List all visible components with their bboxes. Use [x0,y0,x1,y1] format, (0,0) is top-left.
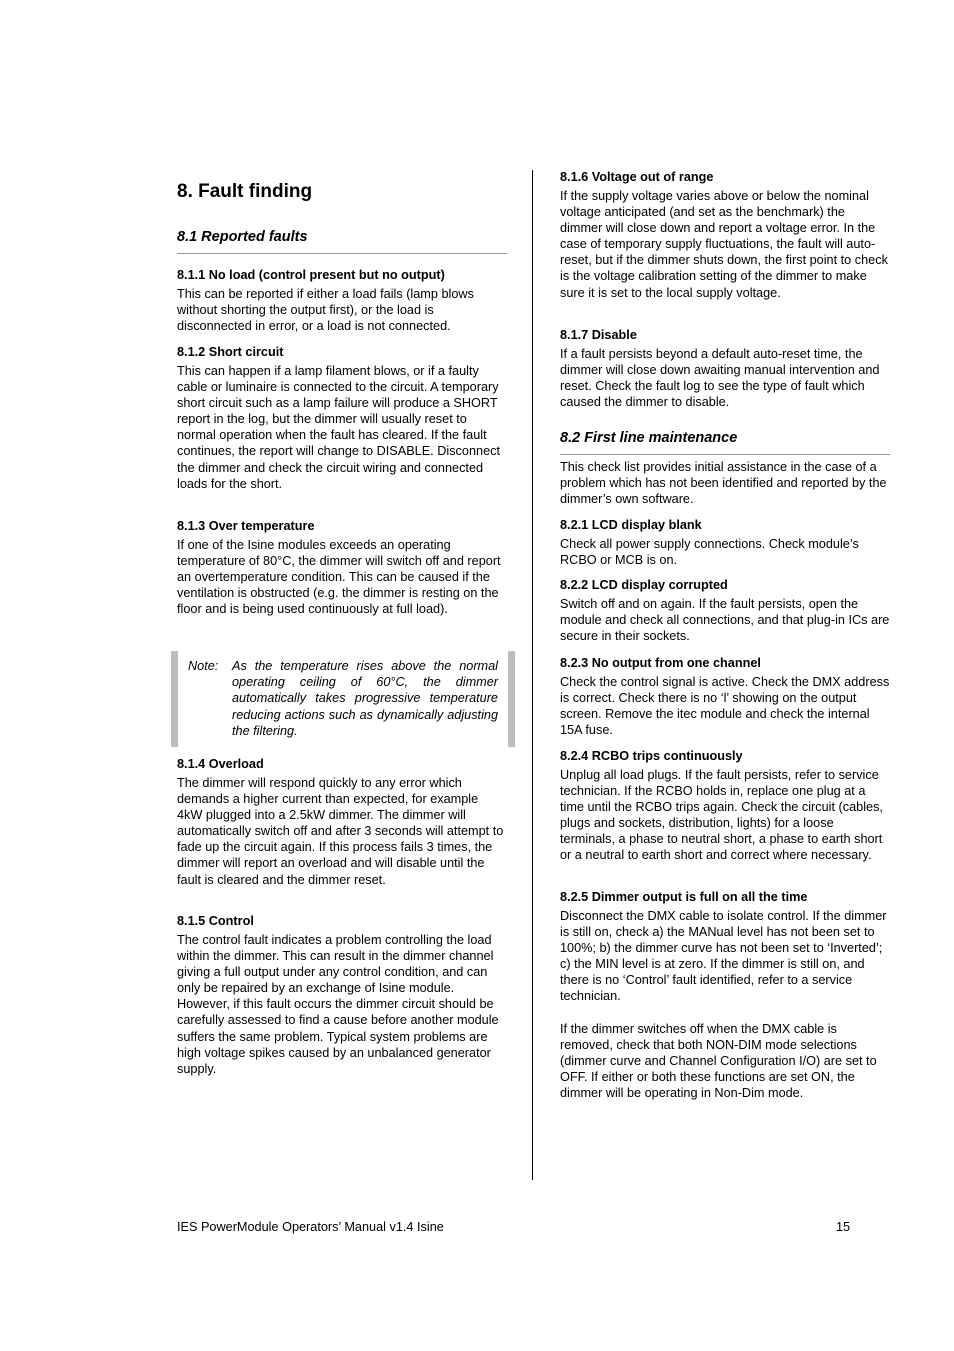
section-8-1-7 [560,327,890,410]
paragraph-8-1-4: The dimmer will respond quickly to any error which demands a higher current than expected, for example 4kW plugged into a 2.5kW dimmer. The dimmer will automatically switch off and after 3 seconds will attempt to fade up the circuit again. If this process fails 3 times, the dimmer will report an overload and will disable until the fault is cleared and the dimmer reset. [177,776,504,887]
heading-8-1-4: 8.1.4 Overload [177,757,264,771]
footer-title: IES PowerModule Operators’ Manual v1.4 Isine [177,1220,444,1234]
paragraph-8-1-7: If a fault persists beyond a default auto-reset time, the dimmer will close down awaiting manual intervention and reset. Check the fault log to see the type of fault which caused the dimmer to disable. [560,347,880,410]
paragraph-8-2-5: Disconnect the DMX cable to isolate control. If the dimmer is still on, check a) the MANual level has not been set to 100%; b) the dimmer curve has not been set to ‘Inverted’; c) the MIN level is at zero. If the dimmer is still on, and there is no ‘Control’ fault identified, refer to a service technician. [560,909,887,1004]
section-8-1-4 [177,756,507,888]
paragraph-8-1-6: If the supply voltage varies above or below the nominal voltage anticipated (and set as the benchmark) the dimmer will close down and report a voltage error. In the case of temporary supply fluctuations, the fault will auto-reset, but if the dimmer shuts down, the first point to check is the voltage calibration setting of the dimmer to make sure it is set to the local supply voltage. [560,189,888,300]
footer-page-number: 15 [836,1220,851,1234]
column-divider [532,170,533,1180]
paragraph-8-2-5-second: If the dimmer switches off when the DMX cable is removed, check that both NON-DIM mode selections (dimmer curve and Channel Configuration I/O) are set to OFF. If either or both these functions are set ON, the dimmer will be operating in Non-Dim mode. [560,1021,877,1100]
heading-8-2-5: 8.2.5 Dimmer output is full on all the time [560,890,808,904]
heading-8-1-6: 8.1.6 Voltage out of range [560,170,714,184]
heading-8-2-3: 8.2.3 No output from one channel [560,656,761,670]
heading-8-2-1: 8.2.1 LCD display blank [560,518,702,532]
heading-8-1-3: 8.1.3 Over temperature [177,519,315,533]
paragraph-8-2-4: Unplug all load plugs. If the fault persists, refer to service technician. If the RCBO holds in, replace one plug at a time until the RCBO trips again. Check the circuit (cables, plugs and sockets, distribution, lights) for a loose terminals, a phase to neutral short, a phase to earth short or a neutral to earth short and correct where necessary. [560,768,883,863]
section-8-2-5 [560,889,890,1101]
section-8-2-title: 8.2 First line maintenance [560,430,890,455]
section-8-2-3 [560,655,890,738]
heading-8-1-5: 8.1.5 Control [177,914,254,928]
section-8-1-6 [560,169,890,301]
paragraph-8-2-1: Check all power supply connections. Check module’s RCBO or MCB is on. [560,537,859,568]
section-8-2-1 [560,517,890,568]
heading-8-2-2: 8.2.2 LCD display corrupted [560,578,728,592]
note-bar-right [508,651,515,747]
heading-8-1-2: 8.1.2 Short circuit [177,345,284,359]
paragraph-8-1-3: If one of the Isine modules exceeds an operating temperature of 80°C, the dimmer will switch off and report an overtemperature condition. This can be caused if the ventilation is obstructed (e.g. the dimmer is resting on the floor and is being used continuously at full load). [177,538,501,617]
note-label: Note: [188,659,219,673]
note-bar-left [171,651,178,747]
section-8-2-4 [560,748,890,864]
section-8-1-5 [177,913,507,1077]
paragraph-8-2-3: Check the control signal is active. Check the DMX address is correct. Check there is no ‘l’ showing on the output screen. Remove the itec module and check the internal 15A fuse. [560,675,890,738]
section-8-2-2 [560,577,890,644]
section-8-1-3 [177,518,507,617]
paragraph-8-1-5: The control fault indicates a problem controlling the load within the dimmer. This can result in the dimmer channel giving a full output under any control condition, and can only be repaired by an exchange of Isine module. However, if this fault occurs the dimmer circuit should be carefully assessed to find a cause before another module suffers the same problem. Typical system problems are high voltage spikes caused by an unbalanced generator supply. [177,933,499,1076]
heading-8-1-1: 8.1.1 No load (control present but no output) [177,268,445,282]
paragraph-8-1-2: This can happen if a lamp filament blows, or if a faulty cable or luminaire is connected to the circuit. A temporary short circuit such as a lamp failure will produce a SHORT report in the log, but the dimmer will usually reset to normal operation when the fault has cleared. If the fault continues, the report will change to DISABLE. Disconnect the dimmer and check the circuit wiring and connected loads for the short. [177,364,500,491]
paragraph-8-2-2: Switch off and on again. If the fault persists, open the module and check all connections, and that plug-in ICs are secure in their sockets. [560,597,890,644]
heading-8-1-7: 8.1.7 Disable [560,328,637,342]
note-text: As the temperature rises above the normal operating ceiling of 60°C, the dimmer automatically takes progressive temperature reducing actions such as dynamically adjusting the filtering. [232,659,498,738]
note-box [171,651,515,747]
section-8-1-1 [177,267,507,334]
section-8-1-2 [177,344,507,492]
paragraph-8-1-1: This can be reported if either a load fails (lamp blows without shorting the output first), or the load is disconnected in error, or a load is not connected. [177,287,474,334]
paragraph-8-2: This check list provides initial assistance in the case of a problem which has not been identified and reported by the dimmer’s own software. [560,460,887,507]
heading-8-2-4: 8.2.4 RCBO trips continuously [560,749,743,763]
page-title: 8. Fault finding [177,181,313,202]
section-8-1-title: 8.1 Reported faults [177,229,507,254]
